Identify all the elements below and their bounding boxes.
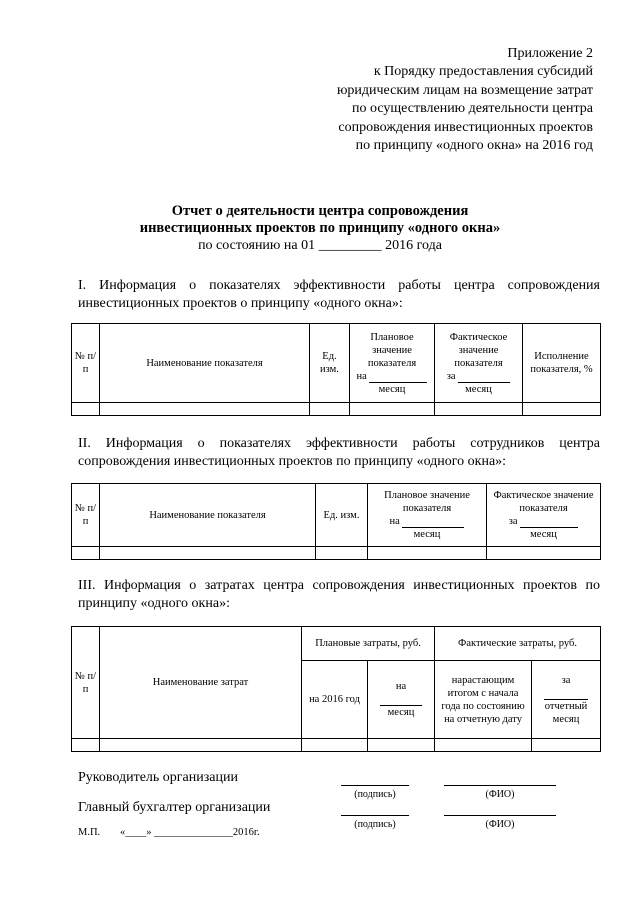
header-actual-for: за [489, 515, 598, 528]
head-of-organization-label: Руководитель организации [78, 770, 238, 785]
header-name: Наименование показателя [100, 324, 310, 403]
section1-heading [78, 277, 600, 313]
table-cell[interactable] [316, 547, 368, 560]
annex-header [273, 45, 593, 155]
table-cell[interactable] [350, 403, 435, 416]
header-planned-label: Плановое значение показателя [367, 331, 417, 369]
table-header-row [72, 484, 601, 547]
section2-heading [78, 435, 600, 471]
header-planned [368, 484, 487, 547]
table-cell[interactable] [302, 739, 368, 752]
chief-accountant-label: Главный бухгалтер организации [78, 800, 271, 815]
name-caption: (ФИО) [485, 819, 515, 830]
table-cell[interactable] [310, 403, 350, 416]
accountant-name-line[interactable] [444, 815, 556, 816]
section3-table [71, 626, 601, 752]
table-cell[interactable] [532, 739, 601, 752]
section1-table [71, 323, 601, 416]
section2-heading-line2: сопровождения инвестиционных проектов по принципу «одного окна»: [78, 454, 507, 469]
table-cell[interactable] [72, 739, 100, 752]
header-planned [350, 324, 435, 403]
header-planned-on: на [370, 515, 484, 528]
header-unit: Ед. изм. [310, 324, 350, 403]
table-row[interactable] [72, 547, 601, 560]
header-name: Наименование показателя [100, 484, 316, 547]
date-year: 2016г. [232, 827, 260, 838]
header-actual-cumulative: нарастающим итогом с начала года по состоянию на отчетную дату [435, 661, 532, 739]
header-actual-label: Фактическое значение показателя [493, 490, 594, 514]
header-planned-month: месяц [378, 383, 406, 395]
section1-heading-line1: I. Информация о показателях эффективности работы центра сопровождения [78, 278, 600, 293]
name-caption: (ФИО) [485, 789, 515, 800]
report-date-line: по состоянию на 01 _________ 2016 года [198, 238, 442, 253]
annex-line: по осуществлению деятельности центра [352, 101, 593, 117]
header-execution: Исполнение показателя, % [523, 324, 601, 403]
table-cell[interactable] [100, 403, 310, 416]
annex-line: по принципу «одного окна» на 2016 год [355, 138, 593, 154]
table-cell[interactable] [100, 547, 316, 560]
date-month-line: _______________ [154, 827, 233, 838]
header-planned-year: на 2016 год [302, 661, 368, 739]
header-num: № п/п [72, 324, 100, 403]
accountant-signature-line[interactable] [341, 815, 409, 816]
header-num: № п/п [72, 627, 100, 739]
header-name: Наименование затрат [100, 627, 302, 739]
header-actual-month-label: отчетный месяц [544, 700, 588, 725]
table-row[interactable] [72, 739, 601, 752]
header-planned-on: на [352, 370, 432, 383]
header-actual-label: Фактическое значение показателя [449, 331, 508, 369]
report-title-line2: инвестиционных проектов по принципу «одного окна» [139, 220, 501, 236]
section3-heading-line1: III. Информация о затратах центра сопровождения инвестиционных проектов по [78, 578, 600, 593]
table-cell[interactable] [100, 739, 302, 752]
annex-line: юридическим лицам на возмещение затрат [336, 82, 593, 98]
header-planned-month: месяц [413, 529, 441, 540]
stamp-place-label: М.П. [78, 827, 101, 838]
signature-caption: (подпись) [354, 789, 396, 800]
annex-line: к Порядку предоставления субсидий [373, 64, 593, 80]
section3-heading [78, 577, 600, 613]
table-cell[interactable] [368, 547, 487, 560]
table-cell[interactable] [435, 403, 523, 416]
header-actual-for: за [437, 370, 520, 383]
annex-line: Приложение 2 [507, 46, 593, 61]
header-actual-for: за [561, 674, 571, 686]
annex-line: сопровождения инвестиционных проектов [338, 119, 593, 135]
header-planned-month [368, 661, 435, 739]
table-cell[interactable] [368, 739, 435, 752]
head-name-line[interactable] [444, 785, 556, 786]
table-cell[interactable] [523, 403, 601, 416]
head-signature-line[interactable] [341, 785, 409, 786]
section2-heading-line1: II. Информация о показателях эффективности работы сотрудников центра [78, 436, 600, 451]
date-field[interactable] [120, 827, 260, 838]
header-planned-label: Плановое значение показателя [384, 490, 470, 514]
underline [534, 687, 598, 700]
signature-caption: (подпись) [354, 819, 396, 830]
header-planned-on: на [395, 681, 407, 692]
table-cell[interactable] [72, 547, 100, 560]
header-unit: Ед. изм. [316, 484, 368, 547]
header-actual [487, 484, 601, 547]
table-cell[interactable] [72, 403, 100, 416]
report-title-line1: Отчет о деятельности центра сопровождения [171, 203, 469, 219]
header-actual-month: месяц [465, 383, 492, 395]
date-day: «____» [120, 827, 152, 838]
header-actual-group: Фактические затраты, руб. [435, 627, 601, 661]
header-num: № п/п [72, 484, 100, 547]
header-planned-group: Плановые затраты, руб. [302, 627, 435, 661]
table-row[interactable] [72, 403, 601, 416]
table-cell[interactable] [487, 547, 601, 560]
header-actual-month: месяц [530, 529, 557, 540]
header-planned-month-label: месяц [387, 707, 415, 718]
table-header-row [72, 324, 601, 403]
underline [370, 693, 432, 706]
table-header-row [72, 627, 601, 661]
section3-heading-line2: принципу «одного окна»: [78, 596, 230, 611]
table-cell[interactable] [435, 739, 532, 752]
header-actual [435, 324, 523, 403]
section1-heading-line2: инвестиционных проектов о принципу «одного окна»: [78, 296, 403, 311]
header-actual-month [532, 661, 601, 739]
section2-table [71, 483, 601, 560]
